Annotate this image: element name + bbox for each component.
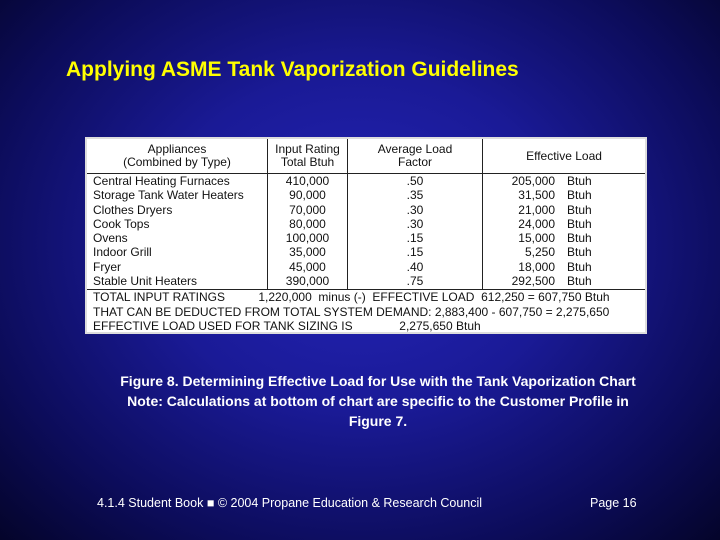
- cell-appliance: Fryer: [93, 259, 121, 274]
- caption-line: Figure 7.: [348, 413, 408, 429]
- effective-value: 5,250: [524, 245, 555, 260]
- effective-value: 24,000: [518, 216, 555, 231]
- cell-effective: [483, 203, 645, 217]
- cell-input: 90,000: [289, 188, 326, 203]
- cell-appliance: Clothes Dryers: [93, 202, 173, 217]
- cell-factor: .15: [406, 231, 424, 246]
- caption-line: Note: Calculations at bottom of chart are specific to the Customer Profile in: [127, 393, 629, 409]
- summary-line: TOTAL INPUT RATINGS 1,220,000 minus (-) EFFECTIVE LOAD 612,250 = 607,750 Btuh: [93, 290, 610, 304]
- slide-title: Applying ASME Tank Vaporization Guidelines: [66, 58, 519, 81]
- cell-effective: [483, 217, 645, 231]
- cell-input: 390,000: [285, 274, 330, 289]
- cell-factor: .30: [406, 202, 424, 217]
- unit: Btuh: [567, 231, 592, 246]
- unit: Btuh: [567, 188, 592, 203]
- effective-value: 205,000: [511, 174, 555, 188]
- cell-factor: .30: [406, 216, 424, 231]
- cell-appliance: Stable Unit Heaters: [93, 274, 198, 289]
- effective-load-table: [85, 137, 647, 334]
- column-header: Appliances (Combined by Type): [87, 139, 268, 174]
- cell-effective: [483, 274, 645, 288]
- effective-value: 21,000: [518, 202, 555, 217]
- column-header: Effective Load: [483, 139, 645, 174]
- caption-line: Figure 8. Determining Effective Load for Use with the Tank Vaporization Chart: [120, 373, 636, 389]
- cell-appliance: Cook Tops: [93, 216, 150, 231]
- cell-effective: [483, 174, 645, 188]
- summary-line: THAT CAN BE DEDUCTED FROM TOTAL SYSTEM DEMAND: 2,883,400 - 607,750 = 2,275,650: [93, 304, 610, 319]
- cell-effective: [483, 231, 645, 245]
- cell-input: 35,000: [289, 245, 326, 260]
- cell-factor: .50: [406, 174, 424, 188]
- footer-credit: 4.1.4 Student Book ■ © 2004 Propane Education & Research Council: [97, 496, 483, 510]
- cell-factor: .35: [406, 188, 424, 203]
- unit: Btuh: [567, 245, 592, 260]
- effective-value: 18,000: [518, 259, 555, 274]
- effective-value: 292,500: [511, 274, 555, 289]
- effective-value: 31,500: [518, 188, 555, 203]
- cell-appliance: Ovens: [93, 231, 128, 246]
- cell-factor: .15: [406, 245, 424, 260]
- cell-effective: [483, 188, 645, 202]
- cell-effective: [483, 245, 645, 259]
- cell-input: 45,000: [289, 259, 326, 274]
- unit: Btuh: [567, 259, 592, 274]
- cell-appliance: Central Heating Furnaces: [93, 174, 230, 188]
- unit: Btuh: [567, 174, 592, 188]
- unit: Btuh: [567, 274, 592, 289]
- cell-input: 410,000: [285, 174, 330, 188]
- cell-input: 80,000: [289, 216, 326, 231]
- cell-appliance: Storage Tank Water Heaters: [93, 188, 244, 203]
- column-factor: [348, 174, 483, 290]
- cell-factor: .75: [406, 274, 424, 289]
- unit: Btuh: [567, 216, 592, 231]
- figure-caption: [0, 371, 720, 431]
- column-appliance: [87, 174, 268, 290]
- unit: Btuh: [567, 202, 592, 217]
- cell-factor: .40: [406, 259, 424, 274]
- cell-effective: [483, 260, 645, 274]
- cell-input: 100,000: [285, 231, 330, 246]
- column-effective: [483, 174, 645, 290]
- cell-input: 70,000: [289, 202, 326, 217]
- effective-value: 15,000: [518, 231, 555, 246]
- column-header: Input Rating Total Btuh: [268, 139, 348, 174]
- column-header: Average Load Factor: [348, 139, 483, 174]
- cell-appliance: Indoor Grill: [93, 245, 152, 260]
- page-number: Page 16: [590, 496, 637, 510]
- column-input: [268, 174, 348, 290]
- summary-line: EFFECTIVE LOAD USED FOR TANK SIZING IS 2,275,650 Btuh: [93, 319, 481, 333]
